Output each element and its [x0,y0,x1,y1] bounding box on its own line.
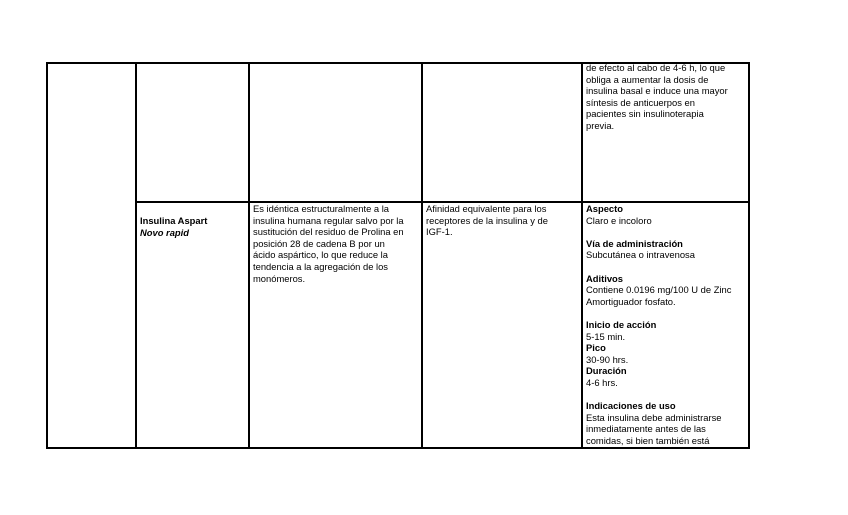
insulin-name: Insulina Aspart [140,215,208,226]
via-label: Vía de administración [586,237,683,249]
text-line: ácido aspártico, lo que reduce la [253,249,388,261]
text-line: previa. [586,119,615,131]
aditivos-line: Contiene 0.0196 mg/100 U de Zinc [586,284,732,296]
text-line: Afinidad equivalente para los [426,203,547,214]
aditivos-line: Amortiguador fosfato. [586,295,676,307]
inicio-value: 5-15 min. [586,330,626,342]
inicio-label: Inicio de acción [586,318,657,330]
indicaciones-line: inmediatamente antes de las [586,423,706,435]
spacer [586,261,731,273]
spacer [586,389,731,401]
text-line: sustitución del residuo de Prolina en [253,226,404,238]
spacer [586,307,731,319]
spacer [586,226,731,238]
via-value: Subcutánea o intravenosa [586,249,695,261]
aspecto-value: Claro e incoloro [586,214,652,226]
indicaciones-line: comidas, si bien también está [586,434,710,446]
affinity-cell [426,203,548,238]
text-line: Es idéntica estructuralmente a la [253,203,390,214]
text-line: insulina humana regular salvo por la [253,214,404,226]
text-line: obliga a aumentar la dosis de [586,73,709,85]
duracion-label: Duración [586,365,627,377]
table-border-right [748,62,750,449]
text-line: de efecto al cabo de 4-6 h, lo que [586,62,726,73]
text-line: pacientes sin insulinoterapia [586,108,704,120]
row1-effect-text [586,62,728,132]
text-line: insulina basal e induce una mayor [586,85,728,97]
column-divider-4 [581,62,583,449]
text-line: monómeros. [253,272,306,284]
aditivos-label: Aditivos [586,272,623,284]
column-divider-1 [135,62,137,449]
aspecto-label: Aspecto [586,203,623,214]
text-line: posición 28 de cadena B por un [253,237,385,249]
text-line: receptores de la insulina y de [426,214,548,226]
pico-label: Pico [586,342,606,354]
text-line: IGF-1. [426,226,453,238]
indicaciones-label: Indicaciones de uso [586,400,676,412]
insulin-table [46,62,750,449]
indicaciones-line: Esta insulina debe administrarse [586,411,722,423]
structure-cell [253,203,404,284]
text-line: tendencia a la agregación de los [253,260,388,272]
column-divider-2 [248,62,250,449]
text-line: síntesis de anticuerpos en [586,96,695,108]
table-border-bottom [46,447,750,449]
details-cell [586,203,731,446]
pico-value: 30-90 hrs. [586,353,629,365]
column-divider-3 [421,62,423,449]
insulin-brand: Novo rapid [140,226,189,238]
duracion-value: 4-6 hrs. [586,376,618,388]
insulin-name-cell [140,215,207,238]
table-border-left [46,62,48,449]
